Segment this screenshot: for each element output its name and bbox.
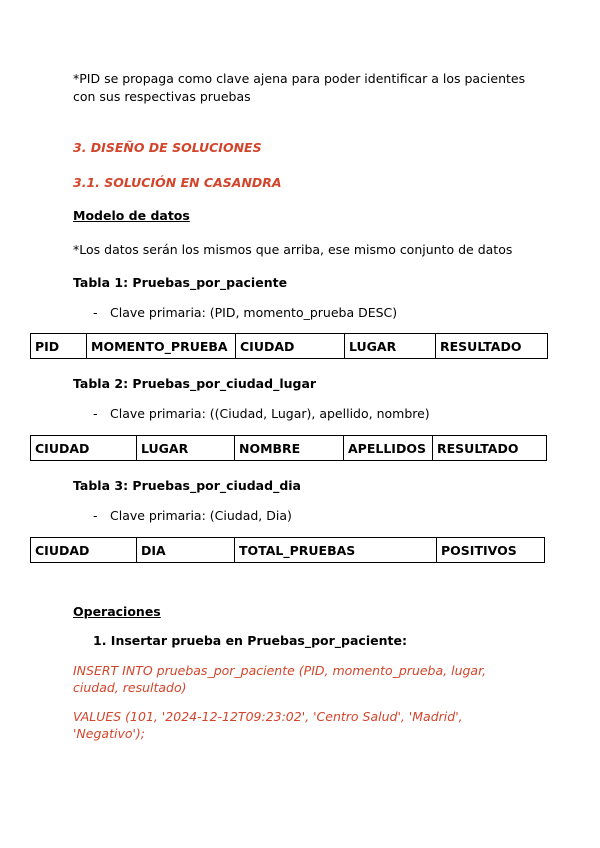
table3-columns bbox=[30, 537, 545, 563]
primary-key-text: Clave primaria: (Ciudad, Dia) bbox=[110, 508, 292, 523]
column-header: DIA bbox=[137, 538, 235, 563]
model-note: *Los datos serán los mismos que arriba, ese mismo conjunto de datos bbox=[73, 242, 513, 257]
primary-key-text: Clave primaria: (PID, momento_prueba DESC) bbox=[110, 305, 398, 320]
pid-note: *PID se propaga como clave ajena para poder identificar a los pacientes con sus respectivas pruebas bbox=[73, 71, 526, 104]
bullet-dash: - bbox=[93, 305, 98, 320]
bullet-dash: - bbox=[93, 508, 98, 523]
table2-primary-key bbox=[93, 406, 430, 421]
column-header: RESULTADO bbox=[436, 334, 548, 359]
column-header: CIUDAD bbox=[31, 436, 137, 461]
column-header: CIUDAD bbox=[236, 334, 345, 359]
model-heading: Modelo de datos bbox=[73, 208, 190, 223]
table1-columns bbox=[30, 333, 548, 359]
table2-columns bbox=[30, 435, 547, 461]
section-subtitle: 3.1. SOLUCIÓN EN CASANDRA bbox=[73, 175, 282, 190]
column-header: POSITIVOS bbox=[437, 538, 545, 563]
column-header: MOMENTO_PRUEBA bbox=[87, 334, 236, 359]
code-values-statement: VALUES (101, '2024-12-12T09:23:02', 'Centro Salud', 'Madrid', 'Negativo'); bbox=[73, 709, 463, 741]
column-header: APELLIDOS bbox=[344, 436, 433, 461]
table1-title: Tabla 1: Pruebas_por_paciente bbox=[73, 275, 288, 290]
table3-primary-key bbox=[93, 508, 292, 523]
column-header: CIUDAD bbox=[31, 538, 137, 563]
column-header: PID bbox=[31, 334, 87, 359]
section-title: 3. DISEÑO DE SOLUCIONES bbox=[73, 140, 262, 155]
column-header: NOMBRE bbox=[235, 436, 344, 461]
bullet-dash: - bbox=[93, 406, 98, 421]
table3-title: Tabla 3: Pruebas_por_ciudad_dia bbox=[73, 478, 301, 493]
primary-key-text: Clave primaria: ((Ciudad, Lugar), apellido, nombre) bbox=[110, 406, 430, 421]
column-header: TOTAL_PRUEBAS bbox=[235, 538, 437, 563]
operation-item-insert: 1. Insertar prueba en Pruebas_por_paciente: bbox=[93, 633, 407, 648]
column-header: LUGAR bbox=[137, 436, 235, 461]
column-header: LUGAR bbox=[345, 334, 436, 359]
table1-primary-key bbox=[93, 305, 397, 320]
code-insert-statement: INSERT INTO pruebas_por_paciente (PID, momento_prueba, lugar, ciudad, resultado) bbox=[73, 663, 487, 695]
operations-heading: Operaciones bbox=[73, 604, 161, 619]
table2-title: Tabla 2: Pruebas_por_ciudad_lugar bbox=[73, 376, 317, 391]
column-header: RESULTADO bbox=[433, 436, 547, 461]
